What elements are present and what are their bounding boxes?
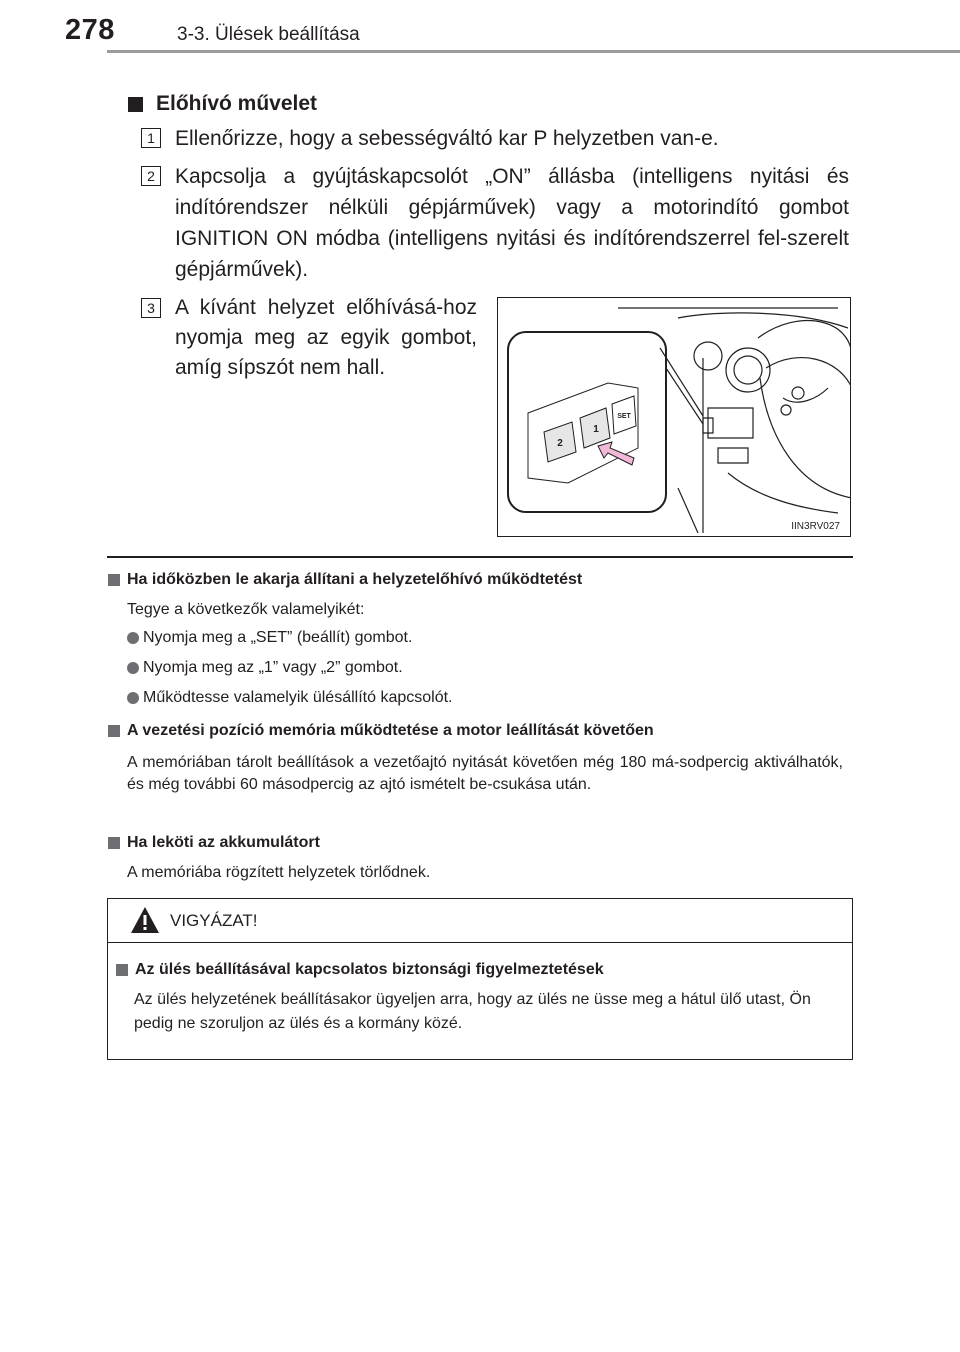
- warning-header: [108, 899, 852, 943]
- section-divider: [107, 556, 853, 558]
- note-heading-battery-text: Ha leköti az akkumulátort: [127, 834, 320, 851]
- recall-heading-text: Előhívó művelet: [156, 92, 318, 115]
- note-heading-battery: [108, 834, 320, 852]
- note-square-icon: [108, 725, 120, 737]
- warning-subheading-text: Az ülés beállításával kapcsolatos biztonsági figyelmeztetések: [135, 961, 604, 978]
- list-item: [127, 659, 403, 677]
- note-square-icon: [108, 574, 120, 586]
- section-square-icon: [128, 97, 143, 112]
- warning-triangle-icon: [130, 906, 160, 934]
- figure-button-label-2: 2: [557, 438, 563, 449]
- warning-box: [107, 898, 853, 1060]
- list-item: [127, 629, 412, 647]
- section-title: 3-3. Ülések beállítása: [177, 24, 360, 45]
- note-battery-text: A memóriába rögzített helyzetek törlődnek.: [127, 864, 431, 881]
- warning-subheading: [116, 961, 604, 979]
- recall-heading: [128, 92, 317, 116]
- bullet-icon: [127, 692, 139, 704]
- warning-title: VIGYÁZAT!: [170, 911, 258, 930]
- header-rule: [107, 50, 960, 53]
- note-square-icon: [116, 964, 128, 976]
- figure-code: IIN3RV027: [791, 521, 840, 532]
- note-heading-cancel-text: Ha időközben le akarja állítani a helyzetelőhívó működtetést: [127, 571, 583, 588]
- note-square-icon: [108, 837, 120, 849]
- note-heading-cancel: [108, 571, 582, 589]
- memory-buttons-figure: [497, 297, 851, 537]
- note-heading-after-stop-text: A vezetési pozíció memória működtetése a motor leállítását követően: [127, 722, 654, 739]
- list-item-text: Nyomja meg az „1” vagy „2” gombot.: [143, 659, 403, 676]
- warning-text: Az ülés helyzetének beállításakor ügyeljen arra, hogy az ülés ne üsse meg a hátul ülő utast, Ön pedig ne szoruljon az ülés és a kormány közé.: [134, 991, 811, 1032]
- step-text-2: Kapcsolja a gyújtáskapcsolót „ON” állásba (intelligens nyitási és indítórendszer nélküli gépjárművek) vagy a motorindító gombot IGNITION ON módba (intelligens nyitási és indítórendszerrel fel-szerelt gépjárművek).: [175, 165, 849, 281]
- dashboard-illustration: [498, 298, 851, 537]
- list-item: [127, 689, 452, 707]
- page-number: 278: [65, 14, 115, 46]
- step-number-3: 3: [141, 298, 161, 318]
- bullet-icon: [127, 662, 139, 674]
- note-after-stop-text: A memóriában tárolt beállítások a vezetőajtó nyitását követően még 180 má-sodpercig aktiválhatók, és még további 60 másodpercig az ajtó ismételt be-csukása után.: [127, 754, 843, 793]
- figure-button-label-set: SET: [617, 413, 631, 420]
- figure-button-label-1: 1: [593, 424, 599, 435]
- bullet-icon: [127, 632, 139, 644]
- list-item-text: Működtesse valamelyik ülésállító kapcsolót.: [143, 689, 453, 706]
- step-number-2: 2: [141, 166, 161, 186]
- list-item-text: Nyomja meg a „SET” (beállít) gombot.: [143, 629, 413, 646]
- note-heading-after-stop: [108, 722, 654, 740]
- step-text-3: A kívánt helyzet előhívásá-hoz nyomja meg az egyik gombot, amíg sípszót nem hall.: [175, 296, 477, 379]
- step-text-1: Ellenőrizze, hogy a sebességváltó kar P helyzetben van-e.: [175, 127, 719, 150]
- step-number-1: 1: [141, 128, 161, 148]
- note-cancel-intro: Tegye a következők valamelyikét:: [127, 601, 365, 618]
